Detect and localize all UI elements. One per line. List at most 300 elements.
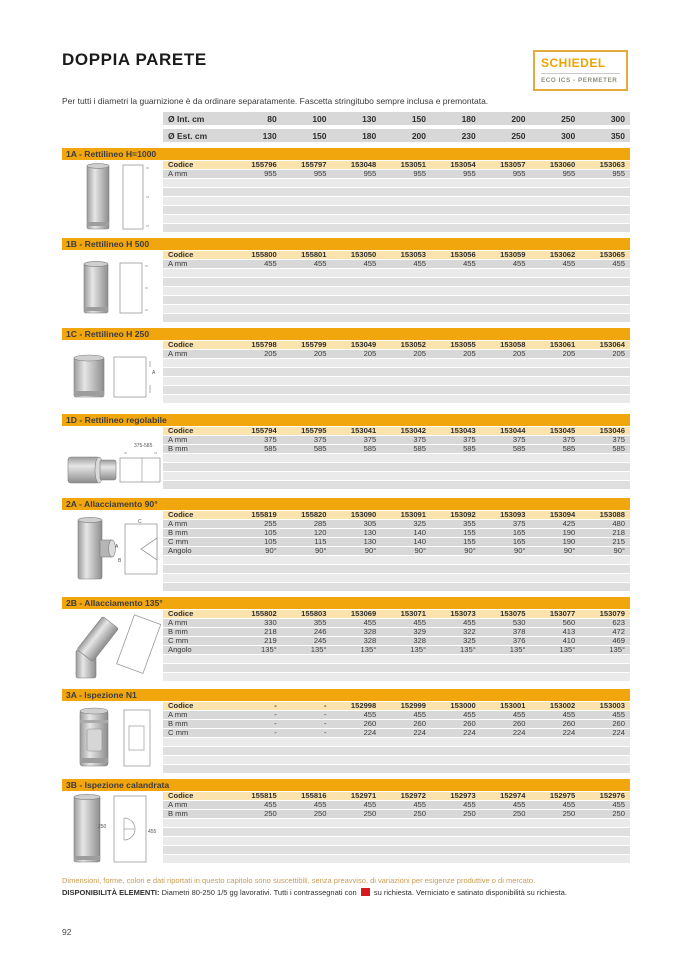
- dimension-row: [163, 547, 630, 555]
- dimension-row: [163, 436, 630, 444]
- dimension-row: [163, 801, 630, 809]
- cell-value: 153051: [400, 160, 426, 169]
- cell-value: -: [323, 710, 327, 719]
- availability-text-2: su richiesta. Verniciato e satinato disponibilità su richiesta.: [373, 888, 567, 897]
- cell-value: 955: [413, 169, 426, 178]
- page-number: 92: [62, 927, 72, 937]
- diameter-value: 200: [511, 113, 526, 124]
- empty-stripe-row: [163, 269, 630, 277]
- empty-stripe-row: [163, 305, 630, 313]
- cell-value: 90°: [414, 546, 426, 555]
- section-header: 1A - Rettilineo H=1000: [62, 148, 630, 160]
- cell-value: 455: [512, 259, 526, 268]
- cell-value: 152999: [400, 701, 426, 710]
- cell-value: 455: [612, 800, 625, 809]
- cell-value: 455: [612, 259, 625, 268]
- cell-value: 152998: [350, 701, 377, 710]
- row-label: Codice: [168, 791, 194, 800]
- cell-value: 155796: [251, 160, 277, 169]
- empty-stripe-row: [163, 368, 630, 376]
- cell-value: 585: [512, 444, 526, 453]
- row-label: Codice: [168, 510, 194, 519]
- cell-value: 455: [264, 259, 277, 268]
- empty-stripe-row: [163, 359, 630, 367]
- diameter-value: 250: [511, 130, 526, 141]
- codice-row: [163, 792, 630, 800]
- row-label: A mm: [168, 800, 188, 809]
- cell-value: 250: [512, 809, 526, 818]
- footer-disclaimer: Dimensioni, forme, colori e dati riportati in questo capitolo sono suscettibili, senza preavviso, di variazioni per esigenze produttive o di mercato.: [62, 876, 536, 885]
- cell-value: 325: [463, 636, 476, 645]
- cell-value: 135°: [609, 645, 625, 654]
- empty-stripe-row: [163, 756, 630, 764]
- cell-value: 455: [363, 710, 377, 719]
- cell-value: 250: [363, 809, 377, 818]
- row-label: Codice: [168, 340, 194, 349]
- cell-value: 165: [512, 537, 526, 546]
- cell-value: 153064: [599, 340, 625, 349]
- cell-value: 153055: [450, 340, 476, 349]
- cell-value: 90°: [464, 546, 476, 555]
- cell-value: -: [274, 710, 277, 719]
- row-label: Codice: [168, 160, 194, 169]
- diameter-value: 150: [411, 113, 426, 124]
- cell-value: 165: [512, 528, 526, 537]
- diameter-value: 130: [362, 113, 377, 124]
- dimension-row: [163, 810, 630, 818]
- cell-value: 585: [413, 444, 426, 453]
- cell-value: 155: [463, 528, 476, 537]
- section-header: 3B - Ispezione calandrata: [62, 779, 630, 791]
- dimension-row: [163, 529, 630, 537]
- dimension-row: [163, 637, 630, 645]
- section-table: [163, 427, 630, 493]
- section-3b: [62, 779, 630, 868]
- row-label: A mm: [168, 710, 188, 719]
- row-label: A mm: [168, 435, 188, 444]
- cell-value: 328: [413, 636, 426, 645]
- cell-value: 328: [363, 636, 377, 645]
- cell-value: 153063: [599, 160, 625, 169]
- illustration-dimension-label: 455: [148, 829, 157, 835]
- empty-stripe-row: [163, 179, 630, 187]
- cell-value: 153053: [400, 250, 426, 259]
- cell-value: 105: [264, 537, 277, 546]
- section-header: 2A - Allacciamento 90°: [62, 498, 630, 510]
- cell-value: 455: [413, 800, 426, 809]
- cell-value: 455: [363, 259, 377, 268]
- cell-value: 375: [313, 435, 327, 444]
- cell-value: 455: [264, 800, 277, 809]
- cell-value: 205: [612, 349, 625, 358]
- cell-value: 190: [562, 528, 576, 537]
- cell-value: 955: [512, 169, 526, 178]
- row-label: A mm: [168, 169, 188, 178]
- cell-value: 472: [612, 627, 625, 636]
- cell-value: 153046: [599, 426, 625, 435]
- section-body: [62, 251, 630, 323]
- cell-value: 135°: [559, 645, 576, 654]
- diameter-int-row: [163, 112, 630, 125]
- section-body: [62, 161, 630, 233]
- section-3a: [62, 689, 630, 774]
- cell-value: 330: [264, 618, 277, 627]
- codice-row: [163, 511, 630, 519]
- cell-value: 205: [413, 349, 426, 358]
- cell-value: 90°: [514, 546, 526, 555]
- cell-value: 455: [363, 618, 377, 627]
- product-sections: [62, 148, 630, 868]
- section-table: [163, 792, 630, 868]
- diameter-row-label: Ø Int. cm: [168, 113, 205, 124]
- cell-value: 153044: [500, 426, 526, 435]
- cell-value: 153043: [450, 426, 476, 435]
- empty-stripe-row: [163, 655, 630, 663]
- row-label: B mm: [168, 719, 188, 728]
- dimension-row: [163, 520, 630, 528]
- cell-value: 135°: [310, 645, 327, 654]
- cell-value: 455: [463, 710, 476, 719]
- cell-value: 255: [264, 519, 277, 528]
- cell-value: 224: [413, 728, 426, 737]
- cell-value: -: [274, 701, 277, 710]
- schiedel-logo: [533, 50, 628, 91]
- dimension-row: [163, 720, 630, 728]
- pipe-tall-illustration: [62, 161, 163, 233]
- red-square-marker-icon: [361, 888, 370, 896]
- cell-value: 455: [463, 259, 476, 268]
- cell-value: 955: [363, 169, 377, 178]
- codice-row: [163, 341, 630, 349]
- cell-value: 455: [363, 800, 377, 809]
- empty-stripe-row: [163, 395, 630, 403]
- empty-stripe-row: [163, 574, 630, 582]
- dimension-row: [163, 646, 630, 654]
- dimension-row: [163, 628, 630, 636]
- cell-value: 455: [512, 800, 526, 809]
- cell-value: -: [323, 719, 327, 728]
- diameter-value: 80: [267, 113, 277, 124]
- cell-value: 585: [363, 444, 377, 453]
- cell-value: 115: [314, 537, 327, 546]
- cell-value: 376: [512, 636, 526, 645]
- cell-value: 152974: [500, 791, 526, 800]
- cell-value: 260: [413, 719, 426, 728]
- diameter-value: 300: [561, 130, 576, 141]
- dimension-row: [163, 538, 630, 546]
- cell-value: 250: [313, 809, 327, 818]
- availability-text-1: Diametri 80-250 1/5 gg lavorativi. Tutti i contrassegnati con: [161, 888, 357, 897]
- diameter-value: 200: [411, 130, 426, 141]
- cell-value: 205: [463, 349, 476, 358]
- diameter-value: 250: [561, 113, 576, 124]
- cell-value: 455: [313, 259, 327, 268]
- dimension-row: [163, 350, 630, 358]
- empty-stripe-row: [163, 188, 630, 196]
- cell-value: 455: [313, 800, 327, 809]
- section-table: [163, 511, 630, 592]
- empty-stripe-row: [163, 481, 630, 489]
- empty-stripe-row: [163, 556, 630, 564]
- inspection-n1-illustration: [62, 702, 163, 774]
- cell-value: 623: [612, 618, 625, 627]
- empty-stripe-row: [163, 215, 630, 223]
- cell-value: 260: [562, 719, 576, 728]
- cell-value: 455: [562, 800, 576, 809]
- cell-value: 375: [363, 435, 377, 444]
- row-label: Angolo: [168, 546, 192, 555]
- empty-stripe-row: [163, 837, 630, 845]
- cell-value: 328: [363, 627, 377, 636]
- cell-value: 153056: [450, 250, 476, 259]
- section-body: [62, 341, 630, 409]
- cell-value: 413: [562, 627, 576, 636]
- codice-row: [163, 251, 630, 259]
- cell-value: 90°: [563, 546, 576, 555]
- cell-value: 224: [612, 728, 625, 737]
- section-header: 1D - Rettilineo regolabile: [62, 414, 630, 426]
- cell-value: 455: [413, 259, 426, 268]
- illustration-dimension-label: C: [138, 519, 142, 525]
- empty-stripe-row: [163, 472, 630, 480]
- cell-value: 480: [612, 519, 625, 528]
- cell-value: 155: [463, 537, 476, 546]
- row-label: B mm: [168, 809, 188, 818]
- cell-value: 375: [612, 435, 625, 444]
- cell-value: 205: [512, 349, 526, 358]
- cell-value: 155802: [251, 609, 277, 618]
- cell-value: 153050: [350, 250, 377, 259]
- diameter-value: 230: [461, 130, 476, 141]
- pipe-medium-illustration: [62, 251, 163, 323]
- empty-stripe-row: [163, 296, 630, 304]
- cell-value: -: [274, 719, 277, 728]
- cell-value: 153069: [350, 609, 377, 618]
- cell-value: 153071: [400, 609, 426, 618]
- cell-value: 560: [562, 618, 576, 627]
- section-body: [62, 427, 630, 493]
- cell-value: 140: [413, 528, 426, 537]
- diameter-header-table: [163, 112, 630, 142]
- cell-value: 218: [612, 528, 625, 537]
- cell-value: 250: [463, 809, 476, 818]
- empty-stripe-row: [163, 287, 630, 295]
- cell-value: 153077: [549, 609, 576, 618]
- empty-stripe-row: [163, 206, 630, 214]
- cell-value: 455: [463, 618, 476, 627]
- cell-value: 955: [463, 169, 476, 178]
- cell-value: 224: [463, 728, 476, 737]
- cell-value: 130: [363, 537, 377, 546]
- row-label: A mm: [168, 618, 188, 627]
- cell-value: 155799: [301, 340, 327, 349]
- cell-value: 355: [313, 618, 327, 627]
- cell-value: 530: [512, 618, 526, 627]
- cell-value: 245: [313, 636, 327, 645]
- pipe-adjustable-illustration: [62, 427, 163, 493]
- cell-value: 250: [413, 809, 426, 818]
- cell-value: 152973: [450, 791, 476, 800]
- cell-value: 250: [612, 809, 625, 818]
- diameter-value: 100: [312, 113, 327, 124]
- cell-value: 250: [264, 809, 277, 818]
- cell-value: 90°: [265, 546, 277, 555]
- cell-value: 455: [413, 710, 426, 719]
- cell-value: 355: [463, 519, 476, 528]
- cell-value: 90°: [613, 546, 625, 555]
- cell-value: 155815: [251, 791, 277, 800]
- row-label: Codice: [168, 609, 194, 618]
- cell-value: 153093: [500, 510, 526, 519]
- cell-value: 155795: [301, 426, 327, 435]
- cell-value: 329: [413, 627, 426, 636]
- cell-value: 155820: [301, 510, 327, 519]
- cell-value: 155803: [301, 609, 327, 618]
- codice-row: [163, 161, 630, 169]
- section-2a: [62, 498, 630, 592]
- cell-value: 90°: [364, 546, 377, 555]
- row-label: B mm: [168, 528, 188, 537]
- cell-value: 135°: [261, 645, 277, 654]
- cell-value: 155797: [301, 160, 327, 169]
- cell-value: 375: [463, 435, 476, 444]
- row-label: C mm: [168, 728, 189, 737]
- cell-value: 135°: [360, 645, 377, 654]
- row-label: A mm: [168, 519, 188, 528]
- section-1b: [62, 238, 630, 323]
- section-table: [163, 341, 630, 409]
- cell-value: 153088: [599, 510, 625, 519]
- cell-value: 140: [413, 537, 426, 546]
- diameter-value: 150: [312, 130, 327, 141]
- row-label: A mm: [168, 259, 188, 268]
- cell-value: 90°: [315, 546, 327, 555]
- cell-value: 285: [313, 519, 327, 528]
- tee-90-illustration: [62, 511, 163, 592]
- cell-value: 120: [313, 528, 327, 537]
- cell-value: 153062: [549, 250, 576, 259]
- cell-value: 955: [612, 169, 625, 178]
- cell-value: 455: [413, 618, 426, 627]
- cell-value: 153003: [599, 701, 625, 710]
- cell-value: 455: [562, 710, 576, 719]
- codice-row: [163, 610, 630, 618]
- empty-stripe-row: [163, 197, 630, 205]
- empty-stripe-row: [163, 314, 630, 322]
- cell-value: 152972: [400, 791, 426, 800]
- dimension-row: [163, 445, 630, 453]
- cell-value: 153001: [500, 701, 526, 710]
- section-1a: [62, 148, 630, 233]
- cell-value: 153079: [599, 609, 625, 618]
- cell-value: 153002: [549, 701, 576, 710]
- cell-value: 152971: [350, 791, 377, 800]
- cell-value: 105: [264, 528, 277, 537]
- codice-row: [163, 427, 630, 435]
- footer-availability: [62, 888, 630, 897]
- dimension-row: [163, 170, 630, 178]
- section-1d: [62, 414, 630, 493]
- cell-value: 153049: [350, 340, 377, 349]
- cell-value: 955: [562, 169, 576, 178]
- cell-value: 955: [313, 169, 327, 178]
- cell-value: 455: [512, 710, 526, 719]
- cell-value: 155798: [251, 340, 277, 349]
- row-label: C mm: [168, 537, 189, 546]
- section-header: 1B - Rettilineo H 500: [62, 238, 630, 250]
- cell-value: -: [323, 728, 327, 737]
- cell-value: 153059: [500, 250, 526, 259]
- empty-stripe-row: [163, 565, 630, 573]
- diameter-value: 130: [262, 130, 277, 141]
- diameter-est-row: [163, 129, 630, 142]
- cell-value: 153057: [500, 160, 526, 169]
- empty-stripe-row: [163, 224, 630, 232]
- section-header: 1C - Rettilineo H 250: [62, 328, 630, 340]
- cell-value: 153000: [450, 701, 476, 710]
- empty-stripe-row: [163, 747, 630, 755]
- row-label: Angolo: [168, 645, 192, 654]
- row-label: B mm: [168, 444, 188, 453]
- empty-stripe-row: [163, 765, 630, 773]
- cell-value: 325: [413, 519, 426, 528]
- codice-row: [163, 702, 630, 710]
- section-body: [62, 610, 630, 684]
- section-body: [62, 702, 630, 774]
- row-label: Codice: [168, 426, 194, 435]
- cell-value: 260: [363, 719, 377, 728]
- row-label: Codice: [168, 250, 194, 259]
- cell-value: 153042: [400, 426, 426, 435]
- empty-stripe-row: [163, 738, 630, 746]
- dimension-row: [163, 729, 630, 737]
- cell-value: 250: [562, 809, 576, 818]
- illustration-dimension-label: A: [115, 544, 119, 550]
- cell-value: 152975: [549, 791, 576, 800]
- cell-value: 224: [363, 728, 377, 737]
- row-label: A mm: [168, 349, 188, 358]
- cell-value: 153075: [500, 609, 526, 618]
- cell-value: -: [323, 701, 327, 710]
- empty-stripe-row: [163, 278, 630, 286]
- cell-value: 153090: [350, 510, 377, 519]
- cell-value: 260: [463, 719, 476, 728]
- cell-value: 153061: [549, 340, 576, 349]
- section-header: 3A - Ispezione N1: [62, 689, 630, 701]
- cell-value: 153054: [450, 160, 476, 169]
- cell-value: 135°: [509, 645, 526, 654]
- cell-value: 153065: [599, 250, 625, 259]
- cell-value: 305: [363, 519, 377, 528]
- cell-value: 205: [363, 349, 377, 358]
- cell-value: 260: [612, 719, 625, 728]
- cell-value: 153060: [549, 160, 576, 169]
- cell-value: 153048: [350, 160, 377, 169]
- cell-value: 585: [612, 444, 625, 453]
- row-label: B mm: [168, 627, 188, 636]
- cell-value: 469: [612, 636, 625, 645]
- section-body: [62, 792, 630, 868]
- cell-value: 155819: [251, 510, 277, 519]
- cell-value: 455: [463, 800, 476, 809]
- logo-brand-text: SCHIEDEL: [541, 56, 620, 74]
- diameter-row-label: Ø Est. cm: [168, 130, 208, 141]
- diameter-value: 180: [461, 113, 476, 124]
- cell-value: 155800: [251, 250, 277, 259]
- cell-value: 190: [562, 537, 576, 546]
- cell-value: 375: [512, 435, 526, 444]
- cell-value: 224: [562, 728, 576, 737]
